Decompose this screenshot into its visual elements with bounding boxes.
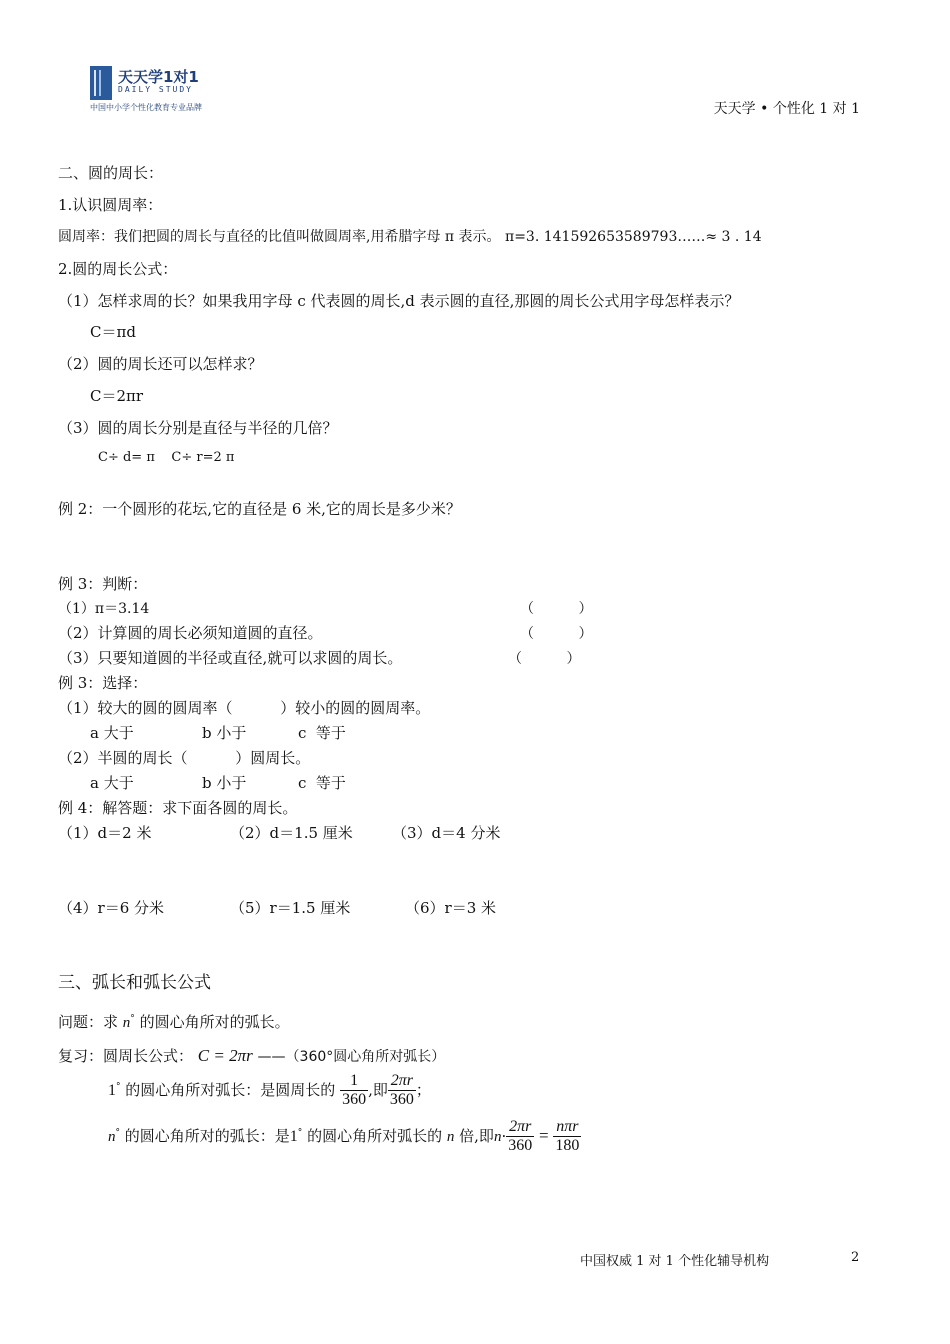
- var-n: n: [108, 1128, 116, 1145]
- choose-option-b[interactable]: b 小于: [202, 774, 247, 792]
- arc-ndeg-text: 的圆心角所对的弧长：是: [124, 1126, 290, 1145]
- subsection-1-title: 1.认识圆周率：: [58, 196, 163, 214]
- var-n: n: [493, 1128, 502, 1145]
- judge-item-1: （1）π＝3.14: [58, 601, 150, 617]
- fraction-1-over-360: [340, 1072, 368, 1110]
- section-2-title: 二、圆的周长：: [58, 164, 164, 182]
- example-4-title: 例 4：解答题：求下面各圆的周长。: [58, 799, 298, 817]
- question-2: （2）圆的周长还可以怎样求？: [58, 355, 263, 373]
- review-suffix: ——（360°圆心角所对弧长）: [257, 1049, 446, 1065]
- choose-option-c[interactable]: c 等于: [298, 774, 346, 792]
- circle-problem-3: （3）d＝4 分米: [392, 824, 501, 842]
- multiply-dot: ·: [501, 1126, 507, 1145]
- semicolon: ；: [415, 1080, 431, 1099]
- judge-answer-1[interactable]: （ ）: [520, 601, 593, 617]
- circle-problem-4: （4）r＝6 分米: [58, 899, 165, 917]
- circle-problem-5: （5）r＝1.5 厘米: [230, 899, 351, 917]
- choose-option-a[interactable]: a 大于: [90, 774, 134, 792]
- subsection-2-title: 2.圆的周长公式：: [58, 260, 178, 278]
- example-3-judge-title: 例 3：判断：: [58, 575, 148, 593]
- degree-sign: °: [297, 1127, 303, 1138]
- fraction-2pir-over-360: [388, 1072, 416, 1110]
- arc-1deg-text: 的圆心角所对弧长：是圆周长的: [125, 1080, 336, 1099]
- one-degree: 1: [289, 1127, 298, 1145]
- logo-subtitle: DAILY STUDY: [118, 85, 193, 94]
- logo-title: 天天学1对1: [118, 68, 199, 86]
- fraction-2pir-over-360: [506, 1118, 534, 1156]
- review-line: [58, 1045, 445, 1066]
- pi-definition: 圆周率：我们把圆的周长与直径的比值叫做圆周率,用希腊字母 π 表示。 π=3. 141592653589793……≈ 3 . 14: [58, 229, 762, 245]
- var-n: n: [446, 1128, 455, 1145]
- example-3-choose-title: 例 3：选择：: [58, 674, 148, 692]
- arc-problem: [58, 1011, 290, 1032]
- choose-question-2: （2）半圆的周长（ ）圆周长。: [58, 749, 311, 767]
- fraction-denominator: 180: [555, 1137, 580, 1155]
- header-right-text: 天天学 • 个性化 1 对 1: [713, 101, 860, 117]
- formula-c-2pir: C＝2πr: [90, 387, 144, 405]
- choose-option-b[interactable]: b 小于: [202, 724, 247, 742]
- one-degree: 1: [108, 1081, 116, 1099]
- judge-answer-2[interactable]: （ ）: [520, 626, 593, 642]
- arc-problem-suffix: 的圆心角所对的弧长。: [139, 1013, 290, 1031]
- formula-c-pid: C＝πd: [90, 323, 136, 341]
- degree-sign: °: [115, 1127, 120, 1138]
- brand-logo: [90, 66, 210, 112]
- fraction-denominator: 360: [389, 1091, 414, 1109]
- fraction-numerator: nπr: [553, 1118, 581, 1137]
- example-2: 例 2：一个圆形的花坛,它的直径是 6 米,它的周长是多少米？: [58, 500, 461, 518]
- arc-1deg-line: [108, 1072, 431, 1110]
- circle-problem-1: （1）d＝2 米: [58, 824, 152, 842]
- degree-sign: °: [130, 1014, 135, 1024]
- formula-ratios: C÷ d= π C÷ r=2 π: [98, 450, 235, 465]
- book-icon: [90, 66, 112, 100]
- comma-ie: ,即: [368, 1080, 388, 1099]
- question-3: （3）圆的周长分别是直径与半径的几倍？: [58, 419, 338, 437]
- judge-item-2: （2）计算圆的周长必须知道圆的直径。: [58, 624, 323, 642]
- fraction-numerator: 1: [340, 1072, 368, 1091]
- judge-answer-3[interactable]: （ ）: [508, 651, 581, 667]
- judge-item-3: （3）只要知道圆的半径或直径,就可以求圆的周长。: [58, 649, 403, 667]
- equals-sign: =: [539, 1125, 549, 1145]
- arc-ndeg-text-2: 的圆心角所对弧长的: [307, 1126, 443, 1145]
- question-1: （1）怎样求周的长？如果我用字母 c 代表圆的周长,d 表示圆的直径,那圆的周长公式用字母怎样表示？: [58, 292, 740, 310]
- page-number: 2: [851, 1250, 860, 1265]
- circle-problem-2: （2）d＝1.5 厘米: [230, 824, 353, 842]
- circle-problem-6: （6）r＝3 米: [405, 899, 497, 917]
- section-3-title: 三、弧长和弧长公式: [58, 973, 211, 993]
- fraction-numerator: 2πr: [388, 1072, 416, 1091]
- fraction-denominator: 360: [508, 1137, 533, 1155]
- fraction-npir-over-180: [553, 1118, 581, 1156]
- review-prefix: 复习：圆周长公式：: [58, 1047, 194, 1065]
- arc-ndeg-line: [108, 1118, 581, 1156]
- var-n: n: [122, 1015, 131, 1031]
- degree-sign: °: [116, 1081, 121, 1092]
- fraction-numerator: 2πr: [506, 1118, 534, 1137]
- arc-problem-prefix: 问题：求: [58, 1013, 119, 1031]
- choose-question-1: （1）较大的圆的圆周率（ ）较小的圆的圆周率。: [58, 699, 431, 717]
- footer-text: 中国权威 1 对 1 个性化辅导机构: [580, 1254, 770, 1269]
- choose-option-a[interactable]: a 大于: [90, 724, 134, 742]
- choose-option-c[interactable]: c 等于: [298, 724, 346, 742]
- fraction-denominator: 360: [342, 1091, 367, 1109]
- arc-ndeg-text-3: 倍,即: [459, 1126, 494, 1145]
- review-formula: C = 2πr: [197, 1046, 253, 1065]
- logo-slogan: 中国中小学个性化教育专业品牌: [90, 103, 202, 112]
